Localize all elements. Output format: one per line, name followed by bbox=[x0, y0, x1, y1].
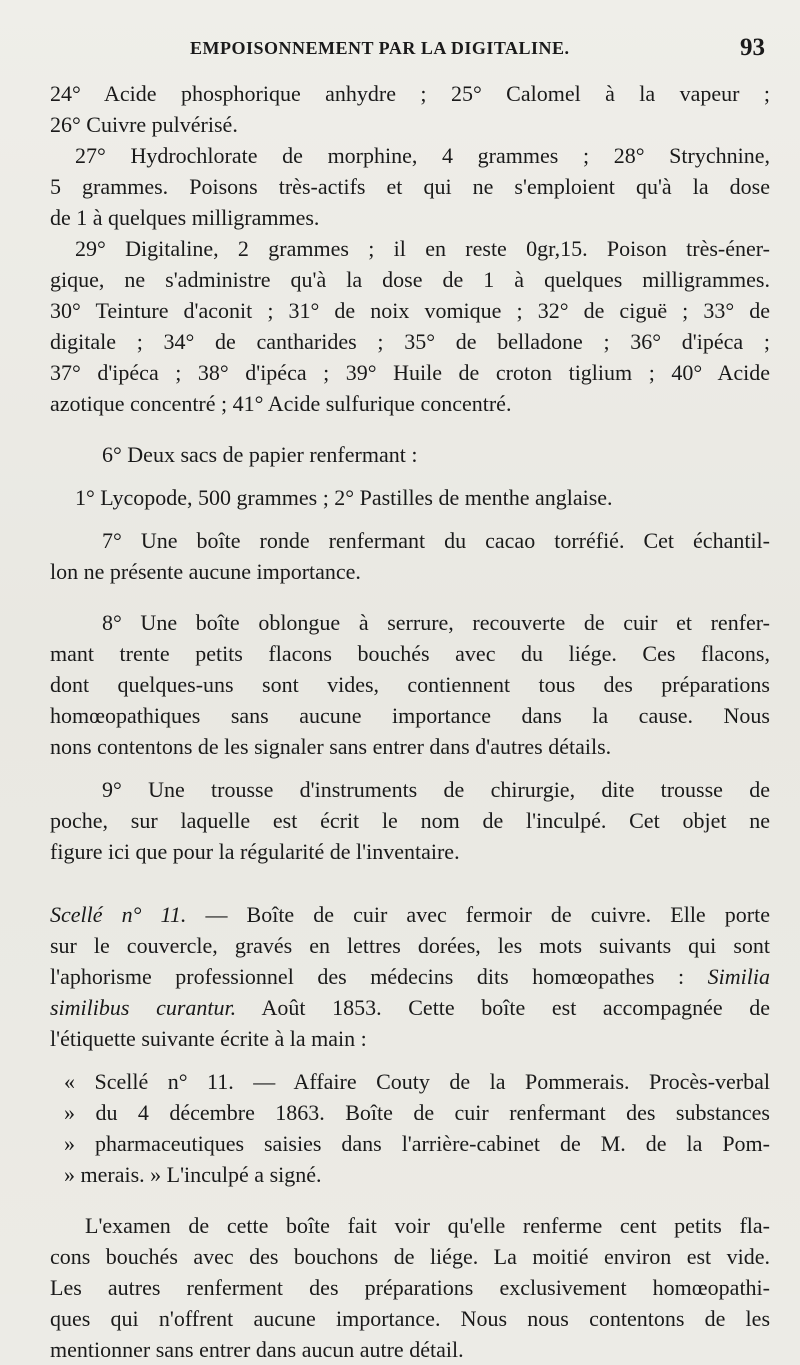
text-line: ques qui n'offrent aucune importance. Nous nous contentons de les bbox=[50, 1306, 770, 1331]
quote-line: » du 4 décembre 1863. Boîte de cuir renfermant des substances bbox=[64, 1100, 770, 1125]
text-line: l'étiquette suivante écrite à la main : bbox=[50, 1026, 367, 1051]
text-line: azotique concentré ; 41° Acide sulfurique concentré. bbox=[50, 391, 512, 416]
running-title: EMPOISONNEMENT PAR LA DIGITALINE. bbox=[190, 38, 570, 58]
text-line: 30° Teinture d'aconit ; 31° de noix vomique ; 32° de ciguë ; 33° de bbox=[50, 298, 770, 323]
text-line: 29° Digitaline, 2 grammes ; il en reste 0gr,15. Poison très-éner- bbox=[75, 236, 770, 261]
text-line: 9° Une trousse d'instruments de chirurgie, dite trousse de bbox=[102, 777, 770, 802]
text-line: 5 grammes. Poisons très-actifs et qui ne s'emploient qu'à la dose bbox=[50, 174, 770, 199]
seal-label: Scellé n° 11. bbox=[50, 902, 187, 927]
quote-line: » merais. » L'inculpé a signé. bbox=[64, 1162, 322, 1187]
text-line: similibus curantur. Août 1853. Cette boîte est accompagnée de bbox=[50, 995, 770, 1020]
text-line: poche, sur laquelle est écrit le nom de l'inculpé. Cet objet ne bbox=[50, 808, 770, 833]
latin-motto: Similia bbox=[707, 964, 770, 989]
text-line bbox=[50, 899, 770, 930]
text-line: l'aphorisme professionnel des médecins dits homœopathes : Similia bbox=[50, 964, 770, 989]
text-line: dont quelques-uns sont vides, contiennent tous des préparations bbox=[50, 672, 770, 697]
text-line: figure ici que pour la régularité de l'inventaire. bbox=[50, 839, 460, 864]
text-line: mant trente petits flacons bouchés avec du liége. Ces flacons, bbox=[50, 641, 770, 666]
text-line: 26° Cuivre pulvérisé. bbox=[50, 112, 238, 137]
text-line: 24° Acide phosphorique anhydre ; 25° Calomel à la vapeur ; bbox=[50, 81, 770, 106]
text-line: sur le couvercle, gravés en lettres dorées, les mots suivants qui sont bbox=[50, 933, 770, 958]
text-line: gique, ne s'administre qu'à la dose de 1 à quelques milligrammes. bbox=[50, 267, 770, 292]
body-text bbox=[50, 78, 770, 1365]
text-line: de 1 à quelques milligrammes. bbox=[50, 205, 320, 230]
page-header bbox=[0, 34, 800, 68]
text-line: 8° Une boîte oblongue à serrure, recouverte de cuir et renfer- bbox=[102, 610, 770, 635]
seal-description: — Boîte de cuir avec fermoir de cuivre. Elle porte bbox=[186, 902, 770, 927]
text-line: mentionner sans entrer dans aucun autre détail. bbox=[50, 1337, 464, 1362]
text-line: 37° d'ipéca ; 38° d'ipéca ; 39° Huile de croton tiglium ; 40° Acide bbox=[50, 360, 770, 385]
quote-line: « Scellé n° 11. — Affaire Couty de la Pommerais. Procès-verbal bbox=[64, 1069, 770, 1094]
text-line: lon ne présente aucune importance. bbox=[50, 559, 361, 584]
text-line: cons bouchés avec des bouchons de liége. La moitié environ est vide. bbox=[50, 1244, 770, 1269]
text-line: 1° Lycopode, 500 grammes ; 2° Pastilles de menthe anglaise. bbox=[75, 485, 613, 510]
page-number: 93 bbox=[740, 34, 765, 61]
text-line: Les autres renferment des préparations exclusivement homœopathi- bbox=[50, 1275, 770, 1300]
text-line: nons contentons de les signaler sans entrer dans d'autres détails. bbox=[50, 734, 612, 759]
text-line: digitale ; 34° de cantharides ; 35° de belladone ; 36° d'ipéca ; bbox=[50, 329, 770, 354]
quote-line: » pharmaceutiques saisies dans l'arrière-cabinet de M. de la Pom- bbox=[64, 1131, 770, 1156]
section-heading: 6° Deux sacs de papier renfermant : bbox=[102, 442, 418, 467]
text-line: L'examen de cette boîte fait voir qu'elle renferme cent petits fla- bbox=[85, 1213, 770, 1238]
text-line: 27° Hydrochlorate de morphine, 4 grammes ; 28° Strychnine, bbox=[75, 143, 770, 168]
text-line: homœopathiques sans aucune importance dans la cause. Nous bbox=[50, 703, 770, 728]
text-line: 7° Une boîte ronde renfermant du cacao torréfié. Cet échantil- bbox=[102, 528, 770, 553]
latin-motto-cont: similibus curantur. bbox=[50, 995, 237, 1020]
